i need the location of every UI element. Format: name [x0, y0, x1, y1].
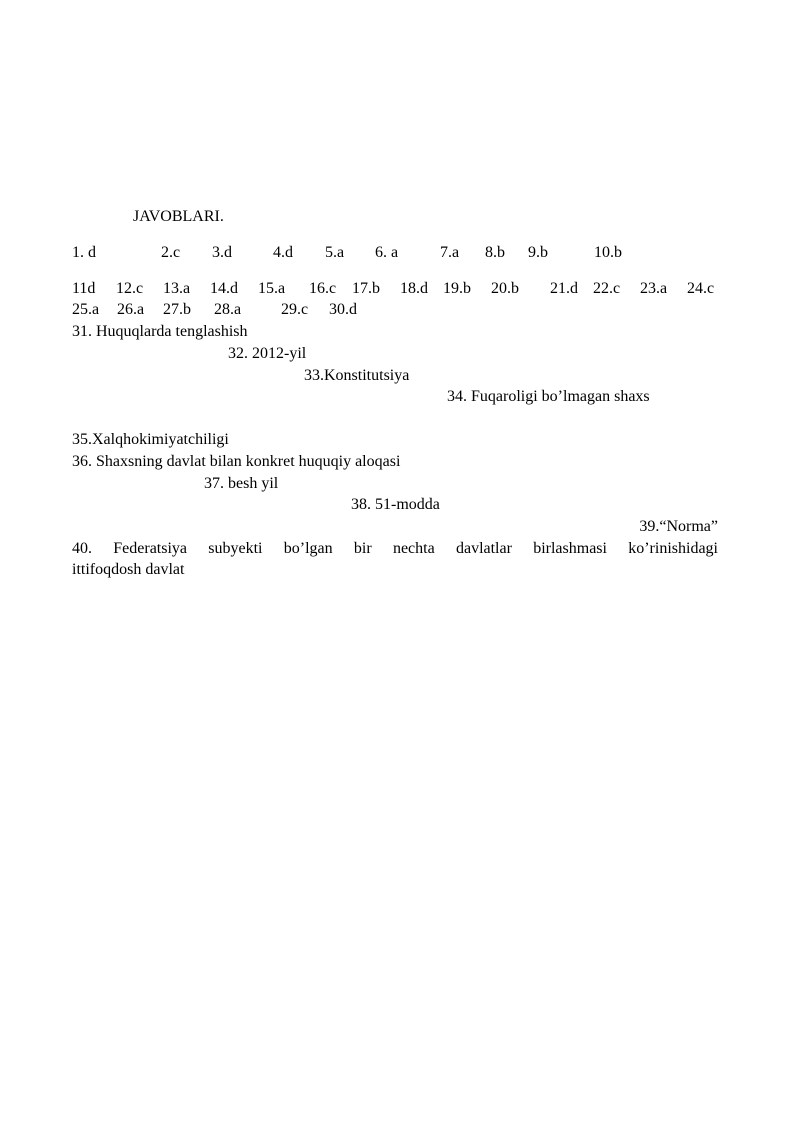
- answer-item: 22.c: [593, 280, 621, 297]
- answer-item: 20.b: [491, 280, 519, 297]
- answer-item: 27.b: [163, 301, 191, 318]
- answer-item: 10.b: [594, 244, 622, 261]
- answer-item: 15.a: [258, 280, 286, 297]
- answer-item: 1. d: [72, 244, 96, 261]
- answer-item: 24.c: [687, 280, 715, 297]
- answer-item: 25.a: [72, 301, 100, 318]
- answer-item: 7.a: [440, 244, 460, 261]
- answer-item: 30.d: [329, 301, 357, 318]
- answer-32: 32. 2012-yil: [228, 345, 307, 362]
- answer-item: 29.c: [281, 301, 309, 318]
- answer-item: 9.b: [528, 244, 548, 261]
- answer-item: 3.d: [212, 244, 232, 261]
- answer-item: 23.a: [640, 280, 668, 297]
- answer-34: 34. Fuqaroligi bo’lmagan shaxs: [447, 388, 650, 405]
- answer-item: 19.b: [443, 280, 471, 297]
- answer-item: 16.c: [309, 280, 337, 297]
- answer-38: 38. 51-modda: [351, 496, 440, 513]
- answer-36: 36. Shaxsning davlat bilan konkret huquqiy aloqasi: [72, 453, 401, 470]
- answer-item: 14.d: [210, 280, 238, 297]
- answer-40-continuation: ittifoqdosh davlat: [72, 561, 185, 578]
- answer-item: 2.c: [161, 244, 181, 261]
- answer-item: 12.c: [116, 280, 144, 297]
- page-title: JAVOBLARI.: [133, 208, 224, 225]
- answer-31: 31. Huquqlarda tenglashish: [72, 323, 248, 340]
- answer-item: 6. a: [375, 244, 399, 261]
- answer-33: 33.Konstitutsiya: [304, 367, 410, 384]
- answer-item: 8.b: [485, 244, 505, 261]
- answer-37: 37. besh yil: [204, 475, 279, 492]
- answer-39: 39.“Norma”: [639, 518, 718, 535]
- answer-item: 5.a: [325, 244, 345, 261]
- answer-item: 13.a: [163, 280, 191, 297]
- answer-item: 21.d: [550, 280, 578, 297]
- answer-item: 11d: [72, 280, 96, 297]
- answer-40: 40. Federatsiya subyekti bo’lgan bir nechta davlatlar birlashmasi ko’rinishidagi: [72, 540, 718, 557]
- answer-item: 26.a: [117, 301, 145, 318]
- answer-item: 28.a: [214, 301, 242, 318]
- answer-35: 35.Xalqhokimiyatchiligi: [72, 431, 229, 448]
- answer-item: 4.d: [273, 244, 293, 261]
- answer-item: 17.b: [352, 280, 380, 297]
- answer-item: 18.d: [400, 280, 428, 297]
